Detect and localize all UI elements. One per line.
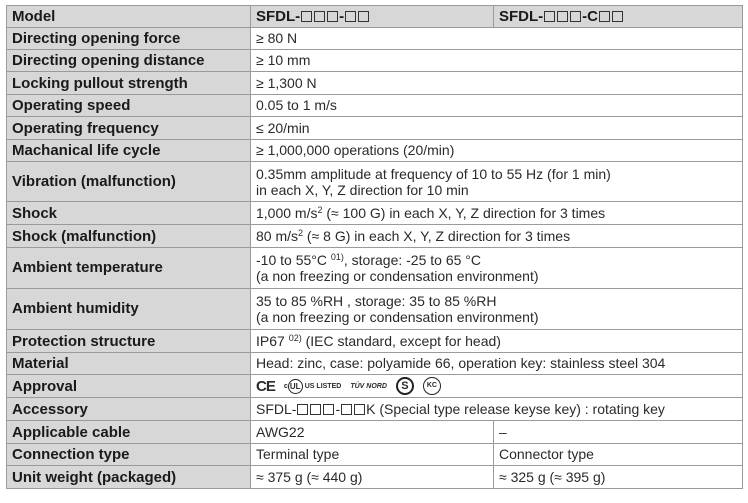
ul-listed-mark-icon: c UL US LISTED (284, 378, 341, 395)
row-value (251, 202, 743, 225)
table-row (7, 95, 743, 117)
row-label: Unit weight (packaged) (7, 466, 251, 489)
row-value (251, 225, 743, 248)
row-label: Operating speed (7, 95, 251, 117)
row-value: ≥ 80 N (251, 28, 743, 50)
value-text: (IEC standard, except for head) (301, 332, 501, 349)
row-label: Material (7, 353, 251, 375)
placeholder-box (544, 11, 555, 22)
row-value: Head: zinc, case: polyamide 66, operation key: stainless steel 304 (251, 353, 743, 375)
row-label: Operating frequency (7, 117, 251, 140)
row-value-standard: Terminal type (251, 444, 494, 466)
table-row (7, 162, 743, 202)
value-line: 35 to 85 %RH , storage: 35 to 85 %RH (256, 293, 497, 309)
row-label: Ambient temperature (7, 248, 251, 289)
placeholder-box (301, 11, 312, 22)
row-label: Locking pullout strength (7, 72, 251, 95)
row-label: Shock (malfunction) (7, 225, 251, 248)
table-row (7, 398, 743, 421)
table-row (7, 248, 743, 289)
tuv-nord-mark-icon: TÜV NORD (350, 382, 387, 390)
row-value (251, 330, 743, 353)
row-label: Protection structure (7, 330, 251, 353)
row-value: ≥ 1,000,000 operations (20/min) (251, 140, 743, 162)
ce-mark-icon: CE (256, 377, 275, 395)
table-row (7, 353, 743, 375)
model-prefix: SFDL- (499, 8, 544, 25)
row-value (251, 248, 743, 289)
table-row (7, 140, 743, 162)
row-value: ≤ 20/min (251, 117, 743, 140)
model-connector (494, 6, 743, 28)
row-value-standard: AWG22 (251, 421, 494, 444)
value-text: , storage: -25 to 65 °C (343, 252, 482, 268)
row-label: Machanical life cycle (7, 140, 251, 162)
table-row (7, 330, 743, 353)
model-prefix: SFDL- (256, 8, 301, 25)
value-text: K (Special type release keyse key) : rotating key (366, 400, 665, 417)
table-row (7, 28, 743, 50)
row-label: Ambient humidity (7, 289, 251, 330)
placeholder-box (341, 404, 352, 415)
row-value: ≥ 10 mm (251, 50, 743, 72)
placeholder-box (358, 11, 369, 22)
header-row (7, 6, 743, 28)
row-value (251, 289, 743, 330)
table-row (7, 225, 743, 248)
table-row (7, 72, 743, 95)
row-value: 0.05 to 1 m/s (251, 95, 743, 117)
row-label: Accessory (7, 398, 251, 421)
row-value-standard: ≈ 375 g (≈ 440 g) (251, 466, 494, 489)
value-text: - (335, 400, 341, 417)
table-row (7, 289, 743, 330)
value-line: 0.35mm amplitude at frequency of 10 to 55 Hz (for 1 min) (256, 165, 611, 182)
table-row (7, 117, 743, 140)
placeholder-box (314, 11, 325, 22)
placeholder-box (570, 11, 581, 22)
placeholder-box (599, 11, 610, 22)
footnote-ref: 01) (330, 252, 344, 262)
superscript: 2 (317, 204, 323, 215)
model-label: Model (7, 6, 251, 28)
table-row (7, 466, 743, 489)
value-text: -10 to 55°C (256, 252, 331, 268)
model-standard (251, 6, 494, 28)
row-value (251, 398, 743, 421)
row-label: Connection type (7, 444, 251, 466)
table-row (7, 50, 743, 72)
footnote-ref: 02) (288, 332, 302, 343)
row-value-connector: Connector type (494, 444, 743, 466)
row-label: Directing opening distance (7, 50, 251, 72)
row-value (251, 162, 743, 202)
value-text: 1,000 m/s (256, 204, 318, 221)
row-value: ≥ 1,300 N (251, 72, 743, 95)
placeholder-box (327, 11, 338, 22)
row-label: Shock (7, 202, 251, 225)
row-label: Approval (7, 375, 251, 398)
value-text: 80 m/s (256, 227, 299, 244)
table-row (7, 375, 743, 398)
s-mark-icon: S (396, 377, 414, 395)
model-separator: - (339, 8, 345, 25)
placeholder-box (345, 11, 356, 22)
row-label: Directing opening force (7, 28, 251, 50)
placeholder-box (612, 11, 623, 22)
placeholder-box (323, 404, 334, 415)
value-text: IP67 (256, 332, 289, 349)
placeholder-box (310, 404, 321, 415)
superscript: 2 (298, 227, 304, 238)
value-line: (a non freezing or condensation environment) (256, 268, 539, 284)
value-line: in each X, Y, Z direction for 10 min (256, 181, 469, 198)
table-row (7, 444, 743, 466)
value-line: (a non freezing or condensation environment) (256, 309, 539, 325)
row-value-connector: ≈ 325 g (≈ 395 g) (494, 466, 743, 489)
table-row (7, 202, 743, 225)
row-label: Applicable cable (7, 421, 251, 444)
placeholder-box (354, 404, 365, 415)
row-label: Vibration (malfunction) (7, 162, 251, 202)
placeholder-box (557, 11, 568, 22)
value-text: (≈ 100 G) in each X, Y, Z direction for 3 times (322, 204, 606, 221)
specification-table (6, 5, 743, 489)
value-text: SFDL- (256, 400, 297, 417)
value-text: (≈ 8 G) in each X, Y, Z direction for 3 times (303, 227, 571, 244)
model-separator: -C (582, 8, 598, 25)
placeholder-box (297, 404, 308, 415)
approval-marks (251, 375, 743, 398)
row-value-connector: – (494, 421, 743, 444)
kc-mark-icon: KC (423, 377, 441, 395)
table-row (7, 421, 743, 444)
